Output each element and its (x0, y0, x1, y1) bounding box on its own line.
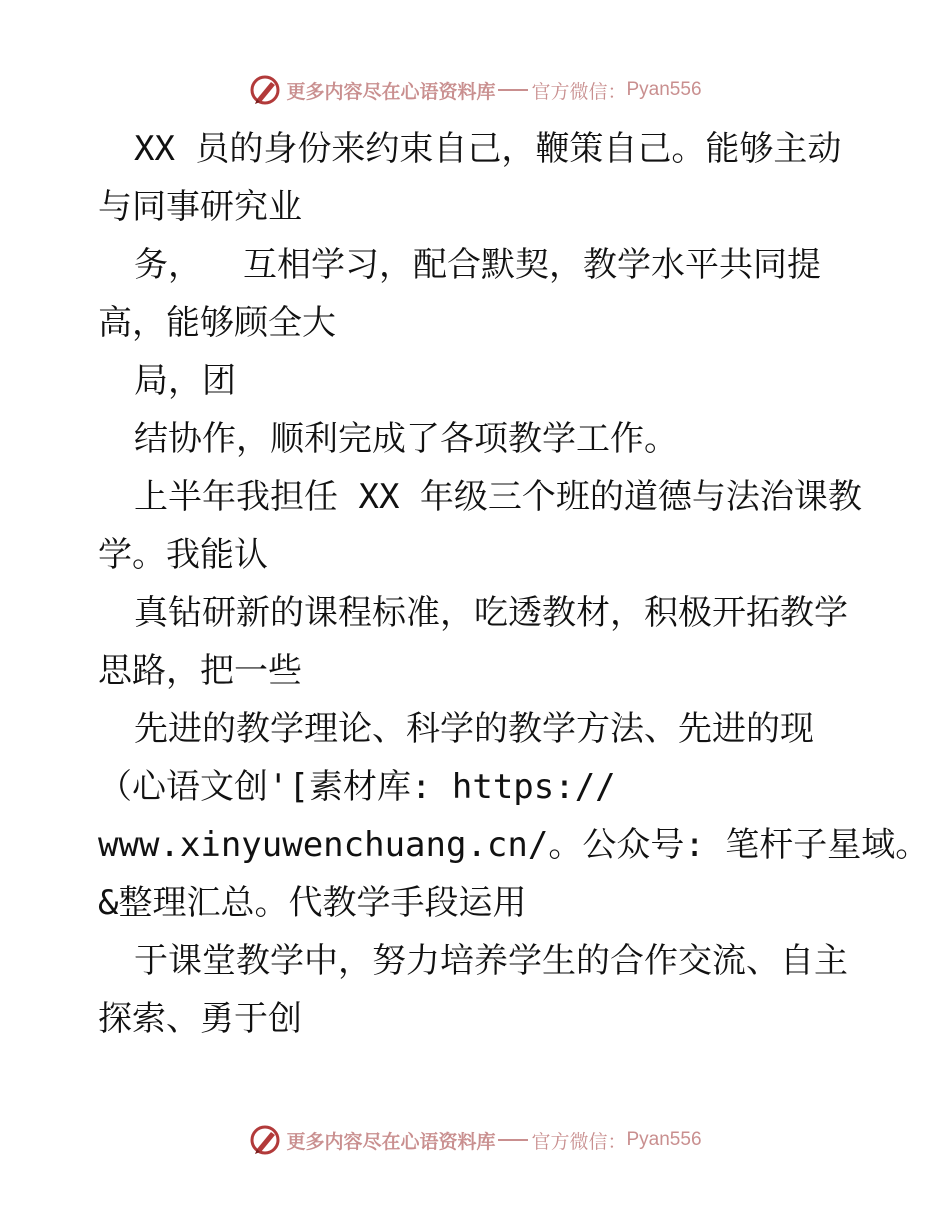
text-line: 高，能够顾全大 (98, 303, 336, 343)
pen-logo-icon (248, 1123, 282, 1157)
banner-site-text: 更多内容尽在心语资料库 (286, 1130, 496, 1153)
banner-dash (498, 1139, 528, 1141)
banner-contact-label: 官方微信： (531, 1130, 627, 1153)
text-line: 思路，把一些 (98, 651, 302, 691)
text-line: 上半年我担任 XX 年级三个班的道德与法治课教 (134, 477, 862, 517)
text-line: 真钻研新的课程标准，吃透教材，积极开拓教学 (134, 593, 848, 633)
text-line: 与同事研究业 (98, 187, 302, 227)
text-line: www.xinyuwenchuang.cn/。公众号: 笔杆子星域。 (98, 825, 930, 865)
header-banner (0, 70, 950, 110)
text-line: 局，团 (134, 361, 236, 401)
footer-banner (0, 1120, 950, 1160)
text-line: 于课堂教学中，努力培养学生的合作交流、自主 (134, 941, 848, 981)
banner-site-text: 更多内容尽在心语资料库 (286, 80, 496, 103)
text-line: XX 员的身份来约束自己，鞭策自己。能够主动 (134, 129, 842, 169)
banner-contact-id: Pyan556 (626, 79, 702, 100)
banner-contact-id: Pyan556 (626, 1129, 702, 1150)
text-line: &整理汇总。代教学手段运用 (98, 883, 527, 923)
text-line: （心语文创'[素材库: https:// (98, 767, 616, 807)
banner-contact-label: 官方微信： (531, 80, 627, 103)
text-line: 先进的教学理论、科学的教学方法、先进的现 (134, 709, 814, 749)
text-line: 探索、勇于创 (98, 999, 302, 1039)
text-line: 学。我能认 (98, 535, 268, 575)
text-line: 结协作，顺利完成了各项教学工作。 (134, 419, 678, 459)
banner-dash (498, 89, 528, 91)
pen-logo-icon (248, 73, 282, 107)
text-line: 务， 互相学习，配合默契，教学水平共同提 (134, 245, 821, 285)
